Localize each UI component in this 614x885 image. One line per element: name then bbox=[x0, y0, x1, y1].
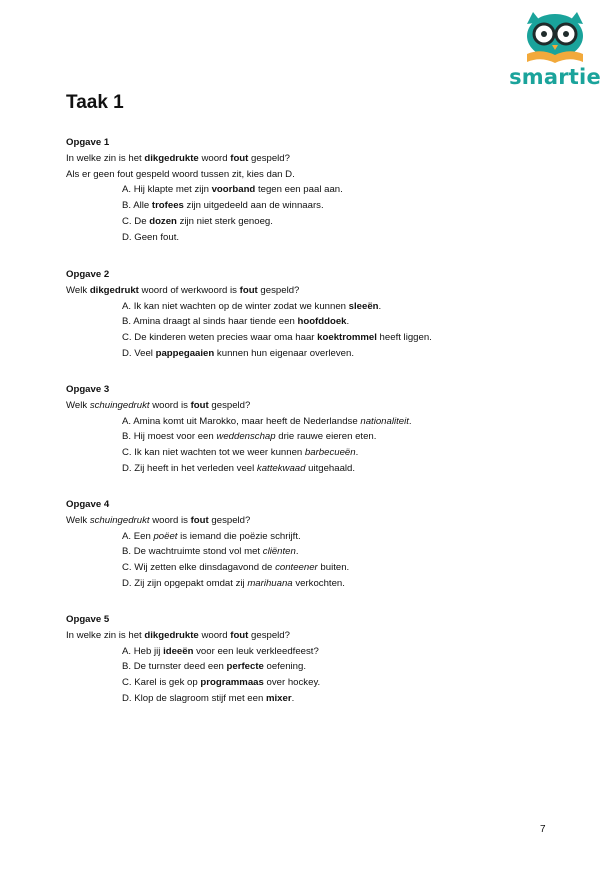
answer-option[interactable] bbox=[122, 544, 349, 560]
text-run: Welk bbox=[66, 399, 90, 411]
text-run: voor een leuk verkleedfeest? bbox=[193, 645, 319, 657]
question-block bbox=[66, 382, 412, 477]
brand-name: smartie bbox=[509, 65, 601, 89]
question-prompt bbox=[66, 513, 349, 529]
question-heading: Opgave 5 bbox=[66, 614, 110, 625]
text-run: oefening. bbox=[263, 661, 307, 673]
question-heading: Opgave 2 bbox=[66, 269, 110, 280]
text-run: In welke zin is het bbox=[66, 629, 145, 641]
text-run: woord is bbox=[149, 514, 191, 526]
text-run: . bbox=[291, 692, 295, 704]
text-run: A. Ik kan niet wachten op de winter zodat we kunnen bbox=[122, 300, 349, 312]
answer-option[interactable] bbox=[122, 214, 343, 230]
text-run: A. Een bbox=[122, 530, 154, 542]
text-run: C. De kinderen weten precies waar oma haar bbox=[122, 332, 318, 344]
question-prompt bbox=[66, 628, 320, 644]
target-word: ideeën bbox=[163, 645, 194, 657]
answer-option[interactable] bbox=[122, 659, 320, 675]
emphasized-word: fout bbox=[190, 514, 209, 526]
answer-options bbox=[122, 529, 349, 592]
answer-option[interactable] bbox=[122, 182, 343, 198]
text-run: B. De wachtruimte stond vol met bbox=[122, 546, 263, 558]
question-prompt bbox=[66, 283, 432, 299]
text-run: D. Klop de slagroom stijf met een bbox=[122, 692, 266, 704]
emphasized-word: schuingedrukt bbox=[89, 399, 150, 411]
text-run: Welk bbox=[66, 514, 90, 526]
question-block bbox=[66, 612, 320, 707]
text-run: In welke zin is het bbox=[66, 152, 145, 164]
target-word: dozen bbox=[149, 215, 177, 227]
text-run: D. Zij zijn opgepakt omdat zij bbox=[122, 577, 248, 589]
answer-option[interactable] bbox=[122, 198, 343, 214]
question-prompt bbox=[66, 151, 343, 167]
answer-option[interactable] bbox=[122, 414, 412, 430]
text-run: gespeld? bbox=[208, 514, 251, 526]
answer-option[interactable] bbox=[122, 346, 432, 362]
target-word: voorband bbox=[211, 184, 256, 196]
target-word: mixer bbox=[265, 692, 292, 704]
text-run: . bbox=[378, 300, 382, 312]
answer-option[interactable] bbox=[122, 445, 412, 461]
question-heading: Opgave 3 bbox=[66, 384, 110, 395]
emphasized-word: schuingedrukt bbox=[89, 514, 150, 526]
text-run: D. Zij heeft in het verleden veel bbox=[122, 462, 257, 474]
answer-option[interactable] bbox=[122, 691, 320, 707]
target-word: perfecte bbox=[226, 661, 264, 673]
text-run: gespeld? bbox=[257, 284, 300, 296]
answer-option[interactable] bbox=[122, 576, 349, 592]
answer-options bbox=[122, 644, 320, 707]
text-run: B. Amina draagt al sinds haar tiende een bbox=[122, 316, 298, 328]
question-heading: Opgave 1 bbox=[66, 137, 110, 148]
text-run: woord of werkwoord is bbox=[138, 284, 240, 296]
emphasized-word: dikgedrukte bbox=[144, 152, 199, 164]
answer-options bbox=[122, 299, 432, 362]
text-run: is iemand die poëzie schrijft. bbox=[177, 530, 301, 542]
text-run: buiten. bbox=[317, 562, 350, 574]
answer-option[interactable] bbox=[122, 314, 432, 330]
text-run: zijn uitgedeeld aan de winnaars. bbox=[183, 200, 324, 212]
text-run: C. De bbox=[122, 215, 150, 227]
text-run: gespeld? bbox=[248, 152, 290, 164]
target-word: sleeën bbox=[348, 300, 379, 312]
owl-icon bbox=[507, 8, 603, 68]
emphasized-word: fout bbox=[230, 152, 249, 164]
emphasized-word: dikgedrukt bbox=[89, 284, 139, 296]
text-run: . bbox=[295, 546, 299, 558]
answer-options bbox=[122, 182, 343, 245]
emphasized-word: fout bbox=[239, 284, 258, 296]
text-run: C. Ik kan niet wachten tot we weer kunnen bbox=[122, 447, 305, 459]
target-word: weddenschap bbox=[216, 431, 276, 443]
text-run: . bbox=[355, 447, 359, 459]
text-run: drie rauwe eieren eten. bbox=[275, 431, 377, 443]
text-run: gespeld? bbox=[248, 629, 290, 641]
target-word: pappegaaien bbox=[155, 347, 215, 359]
emphasized-word: fout bbox=[190, 399, 209, 411]
answer-option[interactable] bbox=[122, 429, 412, 445]
text-run: D. Geen fout. bbox=[122, 231, 180, 243]
answer-option[interactable] bbox=[122, 230, 343, 246]
answer-options bbox=[122, 414, 412, 477]
answer-option[interactable] bbox=[122, 675, 320, 691]
text-run: verkochten. bbox=[292, 577, 345, 589]
emphasized-word: dikgedrukte bbox=[144, 629, 199, 641]
page-number: 7 bbox=[540, 824, 546, 835]
target-word: trofees bbox=[151, 200, 184, 212]
text-run: woord bbox=[198, 152, 231, 164]
text-run: A. Amina komt uit Marokko, maar heeft de Nederlandse bbox=[122, 415, 361, 427]
target-word: programmaas bbox=[200, 677, 264, 689]
text-run: C. Wij zetten elke dinsdagavond de bbox=[122, 562, 276, 574]
text-run: A. Hij klapte met zijn bbox=[122, 184, 212, 196]
page-title: Taak 1 bbox=[66, 92, 124, 113]
text-run: D. Veel bbox=[122, 347, 156, 359]
target-word: cliënten bbox=[262, 546, 296, 558]
text-run: C. Karel is gek op bbox=[122, 677, 201, 689]
text-run: . bbox=[408, 415, 412, 427]
smartie-logo bbox=[507, 8, 603, 92]
text-run: woord bbox=[198, 629, 231, 641]
target-word: koektrommel bbox=[317, 332, 377, 344]
text-run: B. Alle bbox=[122, 200, 152, 212]
text-run: tegen een paal aan. bbox=[255, 184, 343, 196]
text-run: kunnen hun eigenaar overleven. bbox=[214, 347, 355, 359]
text-run: gespeld? bbox=[208, 399, 251, 411]
target-word: poëet bbox=[153, 530, 178, 542]
text-run: uitgehaald. bbox=[305, 462, 356, 474]
question-block bbox=[66, 135, 343, 246]
target-word: nationaliteit bbox=[360, 415, 409, 427]
text-run: B. De turnster deed een bbox=[122, 661, 227, 673]
answer-option[interactable] bbox=[122, 644, 320, 660]
target-word: hoofddoek bbox=[297, 316, 347, 328]
answer-option[interactable] bbox=[122, 560, 349, 576]
answer-option[interactable] bbox=[122, 529, 349, 545]
answer-option[interactable] bbox=[122, 299, 432, 315]
target-word: marihuana bbox=[247, 577, 293, 589]
question-note: Als er geen fout gespeld woord tussen zit, kies dan D. bbox=[66, 168, 295, 180]
text-run: B. Hij moest voor een bbox=[122, 431, 217, 443]
question-block bbox=[66, 267, 432, 362]
text-run: A. Heb jij bbox=[122, 645, 164, 657]
answer-option[interactable] bbox=[122, 330, 432, 346]
text-run: Welk bbox=[66, 284, 90, 296]
question-heading: Opgave 4 bbox=[66, 499, 110, 510]
target-word: kattekwaad bbox=[256, 462, 306, 474]
question-prompt bbox=[66, 398, 412, 414]
answer-option[interactable] bbox=[122, 461, 412, 477]
target-word: conteener bbox=[275, 562, 318, 574]
text-run: . bbox=[346, 316, 350, 328]
text-run: heeft liggen. bbox=[376, 332, 432, 344]
text-run: zijn niet sterk genoeg. bbox=[176, 215, 273, 227]
target-word: barbecueën bbox=[304, 447, 356, 459]
emphasized-word: fout bbox=[230, 629, 249, 641]
question-block bbox=[66, 497, 349, 592]
text-run: woord is bbox=[149, 399, 191, 411]
text-run: over hockey. bbox=[263, 677, 321, 689]
